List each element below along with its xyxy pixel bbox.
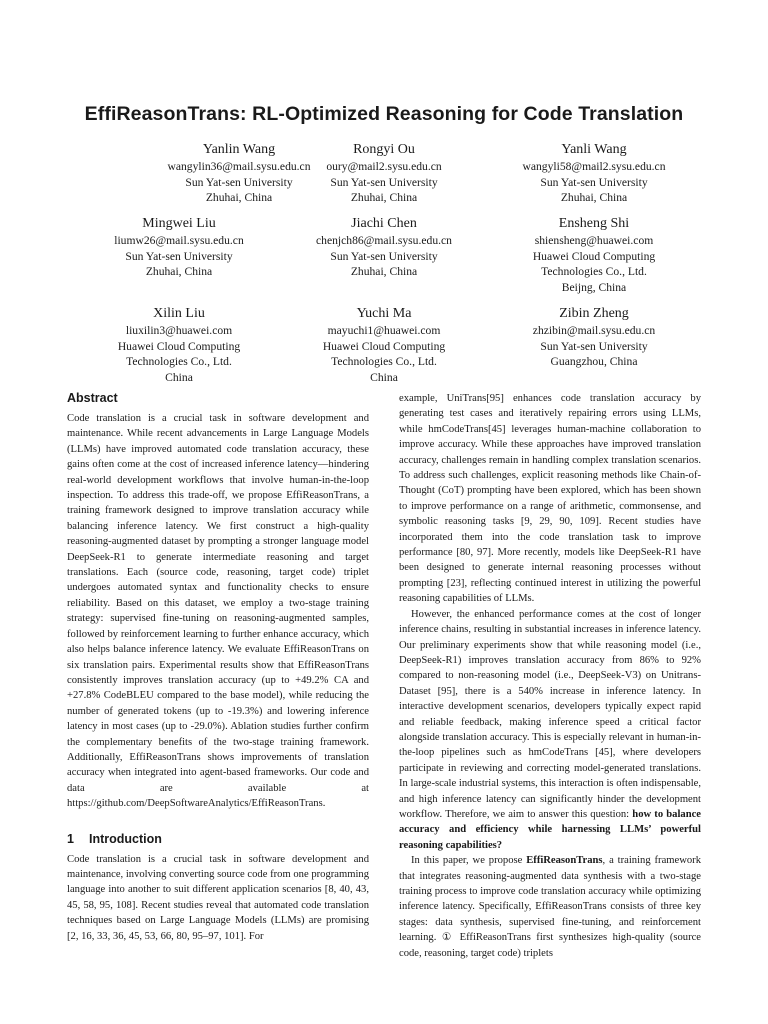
author-affiliation: Sun Yat-sen University xyxy=(125,249,233,263)
author-location: Zhuhai, China xyxy=(205,191,273,204)
author-email[interactable]: liuxilin3@huawei.com xyxy=(125,324,233,337)
author-location: Beijng, China xyxy=(561,280,627,294)
intro-paragraph: Code translation is a crucial task in software development and maintenance, involving converting source code from one programming language into another to suit different application scenarios [8, 40, 43, 45, 58, 95, 108]. Recent studies reveal that automated code translation techniques based on Large Language Models (LLMs) are promising [2, 16, 33, 36, 45, 53, 66, 80, 95–97, 101]. For xyxy=(67,853,369,942)
intro-paragraph-continued: example, UniTrans[95] enhances code translation accuracy by generating test cases and iteratively repairing errors using LLMs, while hmCodeTrans[45] leverages human-machine collaboration to improve accuracy. While these approaches have improved translation accuracy, challenges remain in handling complex translation scenarios. To address such challenges, explicit reasoning methods like Chain-of-Thought (CoT) prompting have been explored, which has been shown to improve performance on a range of arithmetic, commonsense, and symbolic reasoning tasks [9, 29, 90, 109]. Recent studies have incorporated them into the code translation task to improve performance [80, 97]. More recently, models like DeepSeek-R1 have been designed to generate internal reasoning processes without prompting [23], reflecting continued interest in utilizing the powerful reasoning capabilities of LLMs. xyxy=(399,393,701,605)
author-email[interactable]: oury@mail2.sysu.edu.cn xyxy=(326,160,442,173)
abstract-heading: Abstract xyxy=(67,391,118,405)
author-block xyxy=(479,305,709,370)
author-email[interactable]: shiensheng@huawei.com xyxy=(534,234,654,247)
author-name: Ensheng Shi xyxy=(558,216,630,231)
author-name: Jiachi Chen xyxy=(351,216,417,231)
author-affiliation: Technologies Co., Ltd. xyxy=(541,265,647,278)
author-affiliation: Technologies Co., Ltd. xyxy=(126,355,232,368)
author-affiliation: Huawei Cloud Computing xyxy=(532,249,656,263)
author-affiliation: Sun Yat-sen University xyxy=(540,339,648,353)
author-name: Yuchi Ma xyxy=(356,306,412,321)
paragraph-text: However, the enhanced performance comes at the cost of longer inference chains, resulting in substantial increases in inference latency. Our preliminary experiments show that while reasoning model (i.e., DeepSeek-R1) improves translation accuracy from 86% to 92% compared to non-reasoning model (i.e., DeepSeek-V3) on Unitrans-Dataset [95], there is a 540% increase in inference latency. In interactive development scenarios, developers typically expect rapid and reliable feedback, making inference speed a critical factor alongside translation accuracy. This is especially relevant in human-in-the-loop pipelines such as hmCodeTrans [45], where developers participate in reviewing and correcting model-generated translations. In large-scale industrial systems, this interaction is often indispensable, and high inference latency can significantly hinder the development workflow. Therefore, we aim to answer this question: xyxy=(399,608,701,820)
author-affiliation: Technologies Co., Ltd. xyxy=(331,355,437,368)
author-email[interactable]: liumw26@mail.sysu.edu.cn xyxy=(114,234,244,247)
author-affiliation: Huawei Cloud Computing xyxy=(322,339,446,353)
author-affiliation: Sun Yat-sen University xyxy=(540,175,648,189)
section-number: 1 xyxy=(67,831,74,846)
author-email[interactable]: zhzibin@mail.sysu.edu.cn xyxy=(532,324,656,337)
author-affiliation: Sun Yat-sen University xyxy=(330,175,438,189)
author-name: Rongyi Ou xyxy=(353,142,415,157)
author-location: Zhuhai, China xyxy=(350,191,418,204)
author-name: Xilin Liu xyxy=(153,306,205,321)
paragraph-text: In this paper, we propose xyxy=(411,855,523,867)
author-name: Mingwei Liu xyxy=(142,216,216,231)
author-name: Zibin Zheng xyxy=(559,306,629,321)
paragraph-text: , a training framework that integrates reasoning-augmented data synthesis with a two-stage training process to improve code translation accuracy while optimizing inference latency. Specifically, EffiReasonTrans consists of three key stages: data synthesis, supervised fine-tuning, and reinforcement learning. ① EffiReasonTrans first synthesizes high-quality (source code, reasoning, target code) triplets xyxy=(399,855,701,959)
author-email[interactable]: wangylin36@mail.sysu.edu.cn xyxy=(167,160,311,173)
author-location: China xyxy=(370,370,398,384)
author-location: Guangzhou, China xyxy=(550,355,638,368)
author-block xyxy=(64,305,294,385)
section-title: Introduction xyxy=(89,831,162,846)
author-affiliation: Huawei Cloud Computing xyxy=(117,339,241,353)
paper-title: EffiReasonTrans: RL-Optimized Reasoning for Code Translation xyxy=(84,103,684,125)
intro-paragraph xyxy=(399,607,701,854)
abstract-text: Code translation is a crucial task in software development and maintenance. While recent advancements in Large Language Models (LLMs) have improved automated code translation accuracy, these gains often come at the cost of increased inference latency—hindering real-world development workflows that involve human-in-the-loop inspection. To address this trade-off, we propose EffiReasonTrans, a training framework designed to improve translation accuracy while balancing inference latency. We first construct a high-quality reasoning-augmented dataset by prompting a stronger language model DeepSeek-R1 to generate intermediate reasoning and target translations. Each (source code, reasoning, target code) triplet undergoes automated syntax and functionality checks to ensure reliability. Based on this dataset, we employ a two-stage training strategy: supervised fine-tuning on reasoning-augmented samples, followed by reinforcement learning to further enhance accuracy, which also helps balance inference latency. We evaluate EffiReasonTrans on six translation pairs. Experimental results show that EffiReasonTrans consistently improves translation accuracy (up to +49.2% CA and +27.8% CodeBLEU compared to the base model), while reducing the number of generated tokens (up to -19.3%) and lowering inference latency in most cases (up to -29.0%). Ablation studies further confirm the complementary benefits of the two-stage training framework. Additionally, EffiReasonTrans shows improvements of translation accuracy when integrated into agent-based frameworks. Our code and data are available at https://github.com/DeepSoftwareAnalytics/EffiReasonTrans. xyxy=(67,413,369,810)
author-location: Zhuhai, China xyxy=(145,265,213,278)
author-email[interactable]: chenjch86@mail.sysu.edu.cn xyxy=(316,234,452,247)
author-email[interactable]: wangyli58@mail2.sysu.edu.cn xyxy=(522,160,666,173)
author-block xyxy=(64,215,294,280)
author-name: Yanli Wang xyxy=(561,142,627,157)
framework-name: EffiReasonTrans xyxy=(526,855,603,867)
author-location: Zhuhai, China xyxy=(560,191,628,204)
author-affiliation: Sun Yat-sen University xyxy=(330,249,438,263)
author-block xyxy=(479,141,709,206)
author-location: China xyxy=(165,370,193,384)
author-block xyxy=(269,141,499,206)
research-question: how to balance accuracy and efficiency while harnessing LLMs’ powerful reasoning capabilities? xyxy=(399,808,702,851)
author-affiliation: Sun Yat-sen University xyxy=(185,175,293,189)
author-location: Zhuhai, China xyxy=(350,265,418,278)
author-block xyxy=(269,305,499,385)
author-name: Yanlin Wang xyxy=(202,142,276,157)
author-email[interactable]: mayuchi1@huawei.com xyxy=(327,324,441,337)
intro-paragraph xyxy=(399,853,701,961)
right-column xyxy=(399,391,701,961)
author-block xyxy=(479,215,709,295)
author-block xyxy=(269,215,499,280)
section-heading-introduction xyxy=(67,832,369,846)
left-column xyxy=(67,391,369,944)
